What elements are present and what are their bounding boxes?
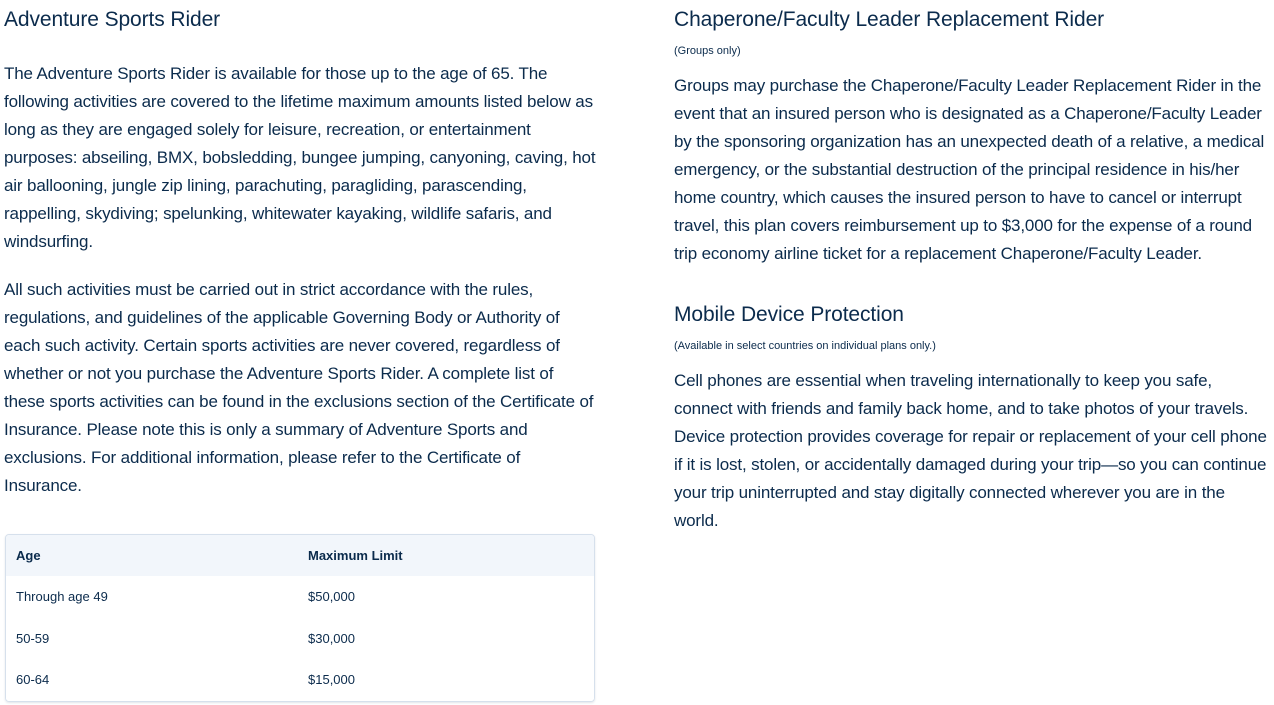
max-limit-table	[5, 534, 595, 702]
limit-cell: $50,000	[308, 589, 355, 605]
age-header: Age	[16, 548, 41, 563]
limit-cell: $30,000	[308, 630, 355, 646]
age-cell: Through age 49	[16, 589, 108, 605]
table-row	[6, 659, 594, 701]
limit-cell: $15,000	[308, 672, 355, 688]
chaperone-paragraph: Groups may purchase the Chaperone/Faculty Leader Replacement Rider in the event that an insured person who is designated as a Chaperone/Faculty Leader by the sponsoring organization has an unexpected death of a relative, a medical emergency, or the substantial destruction of the principal residence in his/her home country, which causes the insured person to have to cancel or interrupt travel, this plan covers reimbursement up to $3,000 for the expense of a round trip economy airline ticket for a replacement Chaperone/Faculty Leader.	[674, 76, 1265, 263]
chaperone-title: Chaperone/Faculty Leader Replacement Rider	[674, 8, 1105, 31]
adventure-sports-paragraph-2: All such activities must be carried out in strict accordance with the rules, regulations, and guidelines of the applicable Governing Body or Authority of each such activity. Certain sports activities are never covered, regardless of whether or not you purchase the Adventure Sports Rider. A complete list of these sports activities can be found in the exclusions section of the Certificate of Insurance. Please note this is only a summary of Adventure Sports and exclusions. For additional information, please refer to the Certificate of Insurance.	[4, 280, 594, 495]
mobile-device-paragraph: Cell phones are essential when traveling internationally to keep you safe, connect with friends and family back home, and to take photos of your travels. Device protection provides coverage for repair or replacement of your cell phone if it is lost, stolen, or accidentally damaged during your trip—so you can continue your trip uninterrupted and stay digitally connected wherever you are in the world.	[674, 371, 1267, 530]
table-row	[6, 576, 594, 618]
adventure-sports-title: Adventure Sports Rider	[4, 8, 221, 31]
table-header-row	[6, 535, 594, 576]
mobile-device-title: Mobile Device Protection	[674, 303, 904, 326]
age-cell: 50-59	[16, 630, 50, 646]
adventure-sports-section	[4, 0, 596, 500]
max-limit-header: Maximum Limit	[308, 548, 403, 563]
adventure-sports-paragraph-1: The Adventure Sports Rider is available for those up to the age of 65. The following activities are covered to the lifetime maximum amounts listed below as long as they are engaged solely for leisure, recreation, or entertainment purposes: abseiling, BMX, bobsledding, bungee jumping, canyoning, caving, hot air ballooning, jungle zip lining, parachuting, paragliding, parascending, rappelling, skydiving; spelunking, whitewater kayaking, wildlife safaris, and windsurfing.	[4, 64, 596, 251]
chaperone-note: (Groups only)	[674, 45, 741, 57]
mobile-device-note: (Available in select countries on individual plans only.)	[674, 340, 936, 352]
age-cell: 60-64	[16, 672, 50, 688]
right-column	[674, 0, 1269, 535]
table-row	[6, 618, 594, 660]
